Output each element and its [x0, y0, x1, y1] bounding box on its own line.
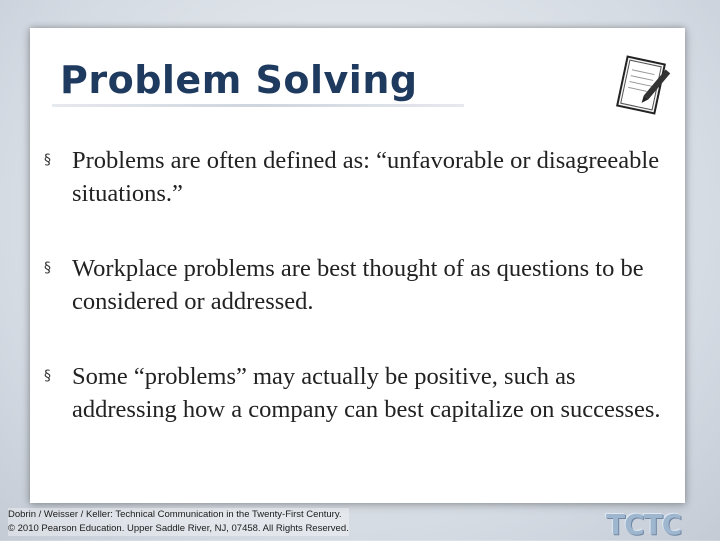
- footer-line-2: © 2010 Pearson Education. Upper Saddle River, NJ, 07458. All Rights Reserved.: [8, 523, 349, 534]
- bullet-list: [44, 144, 674, 468]
- clipboard-icon: [608, 52, 674, 118]
- bullet-text: Workplace problems are best thought of as questions to be considered or addressed.: [72, 255, 644, 315]
- bullet-text: Some “problems” may actually be positive, such as addressing how a company can best capitalize on successes.: [72, 363, 661, 423]
- tctc-logo: TCTC: [606, 508, 682, 541]
- bullet-marker: §: [44, 260, 51, 276]
- footer-citation: [8, 508, 349, 536]
- bullet-marker: §: [44, 152, 51, 168]
- bullet-marker: §: [44, 368, 51, 384]
- footer-line-1: Dobrin / Weisser / Keller: Technical Communication in the Twenty-First Century.: [8, 508, 349, 522]
- bullet-text: Problems are often defined as: “unfavorable or disagreeable situations.”: [72, 147, 660, 207]
- bullet-item: [44, 144, 674, 210]
- bullet-item: [44, 360, 674, 426]
- slide-title: Problem Solving: [60, 58, 418, 102]
- title-underline: [52, 104, 464, 107]
- bullet-item: [44, 252, 674, 318]
